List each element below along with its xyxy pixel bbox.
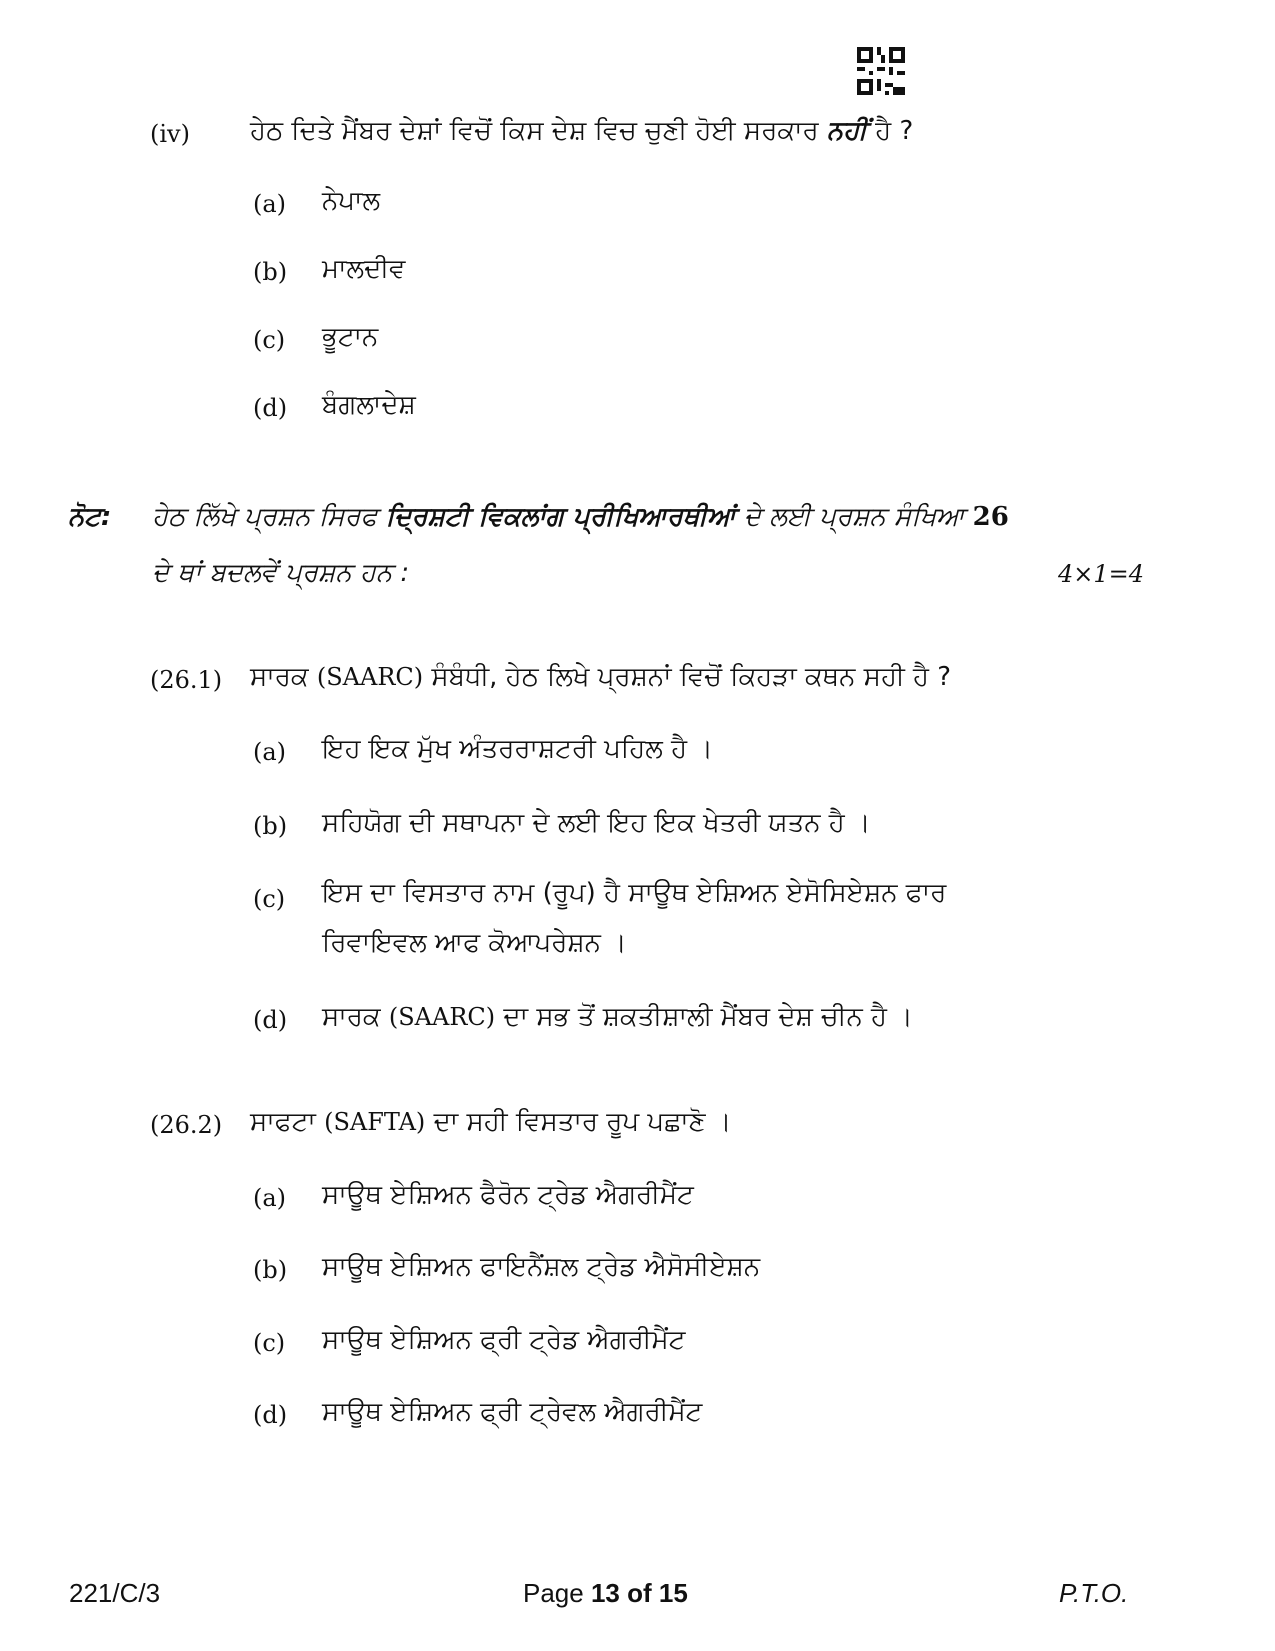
question-26-1-text-part2: ਸੰਬੰਧੀ, ਹੇਠ ਲਿਖੇ ਪ੍ਰਸ਼ਨਾਂ ਵਿਚੋਂ ਕਿਹੜਾ ਕਥਨ ਸਹੀ ਹੈ ? <box>431 662 952 692</box>
note-question-number: 26 <box>972 502 1009 532</box>
pto-label: P.T.O. <box>1059 1578 1129 1608</box>
question-26-2-abbr: (SAFTA) <box>324 1108 426 1136</box>
question-26-2-option-b-text: ਸਾਊਥ ਏਸ਼ਿਅਨ ਫਾਇਨੈਂਸ਼ਲ ਟ੍ਰੇਡ ਐਸੋਸੀਏਸ਼ਨ <box>322 1252 761 1282</box>
question-26-1-option-d-text <box>322 1002 913 1033</box>
page-prefix: Page <box>523 1578 584 1608</box>
question-26-1-option-c-text-line2: ਰਿਵਾਇਵਲ ਆਫ ਕੋਆਪਰੇਸ਼ਨ । <box>322 928 627 958</box>
question-26-2-option-d-text: ਸਾਊਥ ਏਸ਼ਿਅਨ ਫ੍ਰੀ ਟ੍ਰੇਵਲ ਐਗਰੀਮੈਂਟ <box>322 1397 703 1427</box>
question-iv-option-a-text: ਨੇਪਾਲ <box>322 186 381 216</box>
question-26-1-option-c-label: (c) <box>253 885 286 913</box>
question-iv-option-c-label: (c) <box>253 326 286 354</box>
note-line1-part2: ਦੇ ਲਈ ਪ੍ਰਸ਼ਨ ਸੰਖਿਆ <box>743 502 965 532</box>
note-line1-bold: ਦ੍ਰਿਸ਼ਟੀ ਵਿਕਲਾਂਗ ਪ੍ਰੀਖਿਆਰਥੀਆਂ <box>385 502 736 532</box>
page-total: 15 <box>658 1578 688 1608</box>
question-iv-number: (iv) <box>150 120 190 148</box>
question-26-1-option-d-abbr: (SAARC) <box>388 1003 496 1031</box>
question-26-2-option-c-label: (c) <box>253 1329 286 1357</box>
question-iv-text <box>250 116 913 147</box>
question-26-1-text <box>250 662 951 693</box>
question-26-2-text-part1: ਸਾਫਟਾ <box>250 1107 316 1137</box>
question-26-1-option-a-text: ਇਹ ਇਕ ਮੁੱਖ ਅੰਤਰਰਾਸ਼ਟਰੀ ਪਹਿਲ ਹੈ । <box>322 734 713 764</box>
question-iv-emphasis: ਨਹੀਂ <box>826 116 867 146</box>
question-26-1-option-c-text: ਇਸ ਦਾ ਵਿਸਤਾਰ ਨਾਮ (ਰੂਪ) ਹੈ ਸਾਊਥ ਏਸ਼ਿਅਨ ਏਸੋਸਿਏਸ਼ਨ ਫਾਰ <box>322 878 947 908</box>
question-26-1-option-d-part2: ਦਾ ਸਭ ਤੋਂ ਸ਼ਕਤੀਸ਼ਾਲੀ ਮੈਂਬਰ ਦੇਸ਼ ਚੀਨ ਹੈ । <box>503 1002 913 1032</box>
question-26-2-option-a-text: ਸਾਊਥ ਏਸ਼ਿਅਨ ਫੈਰੋਨ ਟ੍ਰੇਡ ਐਗਰੀਮੈਂਟ <box>322 1180 694 1210</box>
question-26-1-option-d-label: (d) <box>253 1006 288 1034</box>
question-iv-option-d-text: ਬੰਗਲਾਦੇਸ਼ <box>322 390 416 420</box>
question-26-1-text-part1: ਸਾਰਕ <box>250 662 309 692</box>
question-26-2-option-a-label: (a) <box>253 1184 287 1212</box>
qr-code <box>857 47 905 95</box>
question-26-1-option-b-label: (b) <box>253 812 288 840</box>
question-26-1-option-d-part1: ਸਾਰਕ <box>322 1002 381 1032</box>
question-iv-option-a-label: (a) <box>253 190 287 218</box>
question-26-2-text <box>250 1107 731 1138</box>
question-26-2-option-d-label: (d) <box>253 1401 288 1429</box>
question-26-2-option-b-label: (b) <box>253 1256 288 1284</box>
page-current: 13 <box>590 1578 620 1608</box>
question-iv-option-c-text: ਭੂਟਾਨ <box>322 322 379 352</box>
question-26-2-text-part2: ਦਾ ਸਹੀ ਵਿਸਤਾਰ ਰੂਪ ਪਛਾਣੋ । <box>433 1107 732 1137</box>
paper-code: 221/C/3 <box>69 1578 161 1608</box>
question-26-1-number: (26.1) <box>150 666 223 694</box>
question-26-1-abbr: (SAARC) <box>316 663 424 691</box>
page-of: of <box>627 1578 652 1608</box>
question-iv-option-b-label: (b) <box>253 258 288 286</box>
note-line1-part1: ਹੇਠ ਲਿੱਖੇ ਪ੍ਰਸ਼ਨ ਸਿਰਫ <box>152 502 378 532</box>
question-iv-text-part2: ਹੈ ? <box>875 116 914 146</box>
question-iv-option-d-label: (d) <box>253 394 288 422</box>
question-26-2-option-c-text: ਸਾਊਥ ਏਸ਼ਿਅਨ ਫ੍ਰੀ ਟ੍ਰੇਡ ਐਗਰੀਮੈਂਟ <box>322 1325 686 1355</box>
note-label: ਨੋਟ: <box>68 502 112 532</box>
question-iv-option-b-text: ਮਾਲਦੀਵ <box>322 254 406 284</box>
question-26-1-option-a-label: (a) <box>253 738 287 766</box>
question-iv-text-part1: ਹੇਠ ਦਿਤੇ ਮੈਂਬਰ ਦੇਸ਼ਾਂ ਵਿਚੋਂ ਕਿਸ ਦੇਸ਼ ਵਿਚ ਚੁਣੀ ਹੋਈ ਸਰਕਾਰ <box>250 116 819 146</box>
question-26-2-number: (26.2) <box>150 1111 223 1139</box>
note-marks: 4×1=4 <box>1058 560 1145 588</box>
page-number <box>523 1578 688 1609</box>
note-line1 <box>152 502 1009 533</box>
note-line2: ਦੇ ਥਾਂ ਬਦਲਵੇਂ ਪ੍ਰਸ਼ਨ ਹਨ : <box>152 558 410 588</box>
question-26-1-option-b-text: ਸਹਿਯੋਗ ਦੀ ਸਥਾਪਨਾ ਦੇ ਲਈ ਇਹ ਇਕ ਖੇਤਰੀ ਯਤਨ ਹੈ । <box>322 808 871 838</box>
